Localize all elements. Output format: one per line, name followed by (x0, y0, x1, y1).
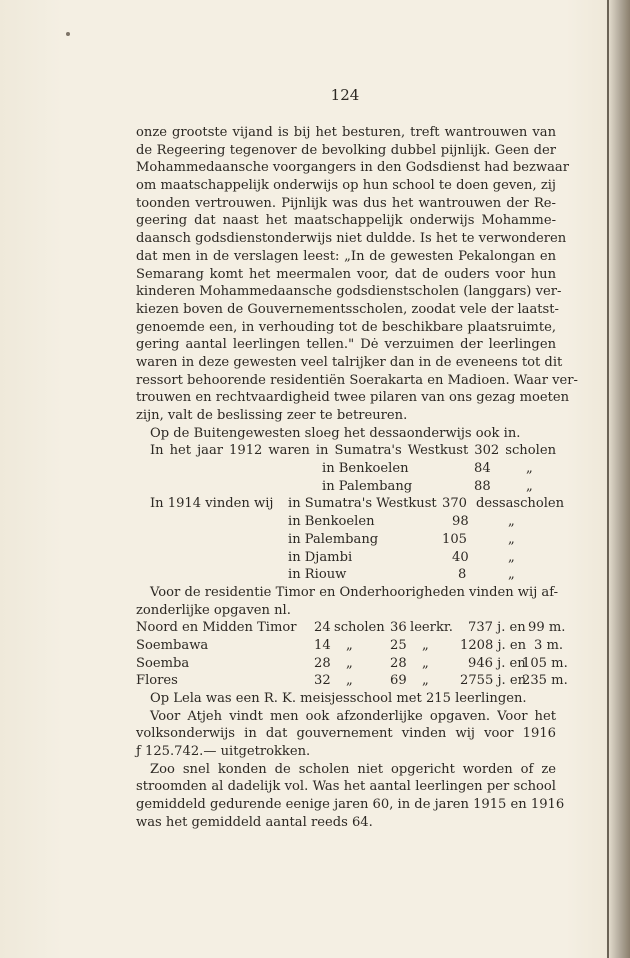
text-line: gering aantal leerlingen tellen." Dė verzuimen der leerlingen (136, 337, 556, 353)
timor-schools: 32 (314, 673, 331, 689)
text-line: dat men in de verslagen leest: „In de gewesten Pekalongan en (136, 248, 556, 264)
timor-row (136, 655, 568, 673)
stat-row (136, 531, 556, 549)
page-edge-shadow (606, 0, 630, 958)
stat-place: in Riouw (288, 567, 347, 583)
body-text (136, 124, 578, 832)
stat-unit: „ (508, 514, 515, 530)
stat-intro: In 1914 vinden wij (150, 496, 274, 512)
timor-girls: 235 m. (522, 673, 568, 689)
timor-region: Soemba (136, 655, 190, 671)
timor-row (136, 672, 568, 690)
stat-row (136, 566, 556, 584)
stat-row (136, 549, 556, 567)
timor-schools-label: „ (346, 637, 353, 653)
timor-girls: 3 m. (534, 637, 564, 653)
timor-teachers: 28 (390, 655, 407, 671)
text-line: toonden vertrouwen. Pijnlijk was dus het wantrouwen der Re- (136, 195, 556, 211)
timor-teachers: 36 (390, 620, 407, 636)
timor-region: Soembawa (136, 637, 209, 653)
stat-unit: „ (508, 567, 515, 583)
text-line: gemiddeld gedurende eenige jaren 60, in de jaren 1915 en 1916 (136, 797, 565, 813)
timor-schools: 28 (314, 655, 331, 671)
page-number: 124 (330, 86, 360, 104)
stat-unit: „ (526, 461, 533, 477)
timor-girls: 99 m. (528, 620, 566, 636)
timor-teachers: 25 (390, 637, 407, 653)
stat-row (136, 513, 556, 531)
stat-count: 84 (474, 461, 491, 477)
timor-schools-label: „ (346, 655, 353, 671)
text-line: Op de Buitengewesten sloeg het dessaonderwijs ook in. (150, 425, 521, 441)
text-line-1912: In het jaar 1912 waren in Sumatra's Westkust 302 scholen (150, 443, 556, 459)
stat-place: in Sumatra's Westkust (288, 496, 437, 512)
timor-boys: 946 j. en (468, 655, 526, 671)
timor-region: Noord en Midden Timor (136, 620, 297, 636)
text-line: Op Lela was een R. K. meisjesschool met 215 leerlingen. (150, 691, 527, 706)
text-line: stroomden al dadelijk vol. Was het aantal leerlingen per school (136, 779, 556, 795)
stat-place: in Benkoelen (322, 461, 409, 477)
stat-count: 98 (452, 514, 469, 530)
timor-region: Flores (136, 673, 178, 689)
text-line: kiezen boven de Gouvernementsscholen, zoodat vele der laatst- (136, 301, 559, 317)
text-line: volksonderwijs in dat gouvernement vinden wij voor 1916 (136, 726, 556, 742)
text-line: Semarang komt het meermalen voor, dat de ouders voor hun (136, 266, 556, 282)
stat-place: in Benkoelen (288, 514, 375, 530)
stat-row (136, 460, 556, 478)
text-line: was het gemiddeld aantal reeds 64. (136, 814, 373, 830)
text-line: daansch godsdienstonderwijs niet duldde. Is het te verwonderen (136, 231, 567, 247)
timor-schools-label: scholen (334, 620, 385, 636)
text-line: genoemde een, in verhouding tot de beschikbare plaatsruimte, (136, 319, 556, 335)
text-line: kinderen Mohammedaansche godsdienstscholen (langgars) ver- (136, 284, 562, 300)
text-line: Zoo snel konden de scholen niet opgericht worden of ze (150, 761, 556, 777)
text-line: de Regeering tegenover de bevolking dubbel pijnlijk. Geen der (136, 142, 556, 158)
timor-teachers-label: leerkr. (410, 620, 453, 636)
text-line: zijn, valt de beslissing zeer te betreuren. (136, 408, 408, 423)
timor-row (136, 637, 564, 655)
text-line: ƒ 125.742.— uitgetrokken. (136, 744, 311, 760)
stat-count: 370 (442, 496, 467, 512)
stat-unit: „ (526, 478, 533, 494)
timor-teachers: 69 (390, 673, 407, 689)
text-line: om maatschappelijk onderwijs op hun school te doen geven, zij (136, 178, 556, 194)
stat-unit: „ (508, 531, 515, 547)
timor-teachers-label: „ (422, 637, 429, 653)
timor-schools: 24 (314, 620, 331, 636)
text-line: ressort behoorende residentiën Soerakarta en Madioen. Waar ver- (136, 372, 578, 388)
text-line: Voor Atjeh vindt men ook afzonderlijke opgaven. Voor het (150, 708, 556, 724)
timor-teachers-label: „ (422, 673, 429, 689)
page-edge-line (607, 0, 609, 958)
stat-place: in Palembang (322, 478, 413, 494)
timor-teachers-label: „ (422, 655, 429, 671)
timor-schools: 14 (314, 637, 331, 653)
stat-count: 40 (452, 549, 469, 565)
stat-place: in Djambi (288, 549, 353, 565)
stat-count: 8 (458, 567, 467, 583)
text-line: onze grootste vijand is bij het besturen, treft wantrouwen van (136, 125, 556, 140)
timor-boys: 2755 j. en (460, 673, 527, 689)
timor-boys: 737 j. en (468, 620, 526, 636)
stat-unit: dessascholen (476, 496, 565, 512)
stat-count: 105 (442, 531, 467, 547)
text-line: trouwen en rechtvaardigheid twee pilaren van ons gezag moeten (136, 390, 570, 406)
timor-row (136, 619, 566, 637)
text-line: Voor de residentie Timor en Onderhoorigheden vinden wij af- (150, 584, 559, 600)
text-line: zonderlijke opgaven nl. (136, 602, 291, 618)
text-line: waren in deze gewesten veel talrijker dan in de eveneens tot dit (136, 354, 563, 370)
stat-unit: „ (508, 549, 515, 565)
stat-place: in Palembang (288, 531, 379, 547)
timor-schools-label: „ (346, 673, 353, 689)
text-line: Mohammedaansche voorgangers in den Godsdienst had bezwaar (136, 160, 569, 176)
timor-girls: 105 m. (522, 655, 568, 671)
stat-row (136, 495, 565, 513)
text-line: geering dat naast het maatschappelijk onderwijs Mohamme- (136, 213, 556, 229)
stat-row (136, 478, 556, 496)
stat-count: 88 (474, 478, 491, 494)
timor-boys: 1208 j. en (460, 637, 527, 653)
speck-mark (66, 32, 70, 36)
